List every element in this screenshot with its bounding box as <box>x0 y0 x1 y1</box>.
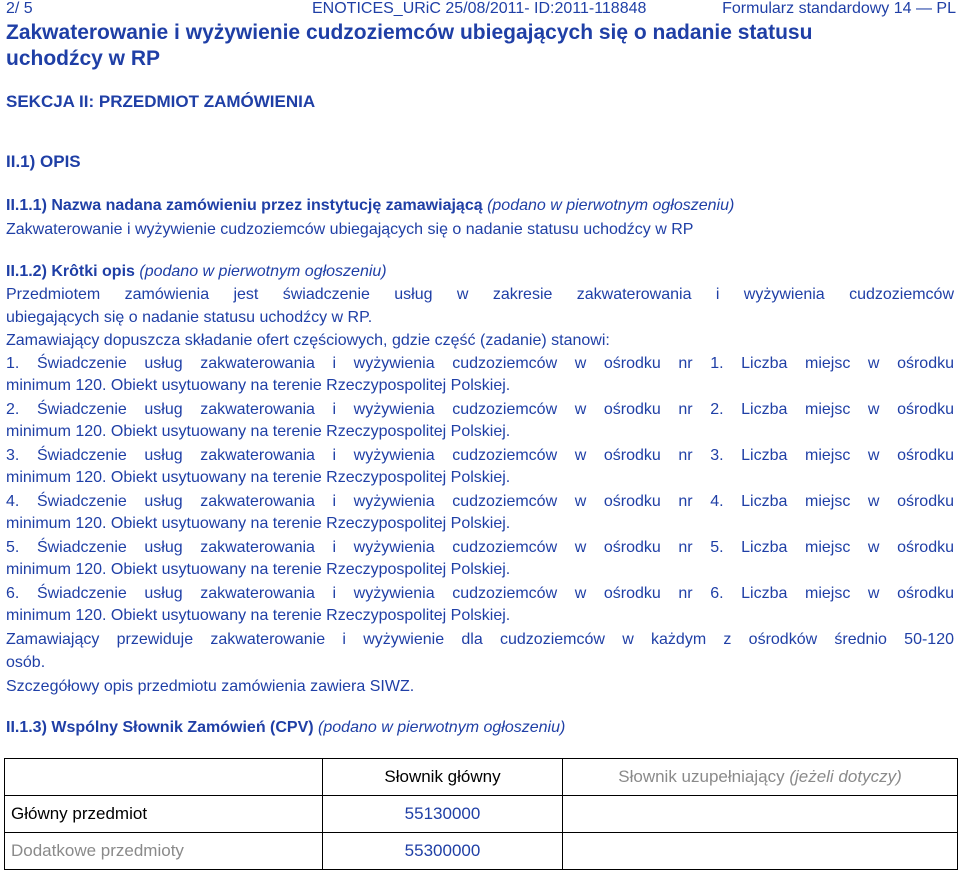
item-112-note: (podano w pierwotnym ogłoszeniu) <box>139 263 387 280</box>
average-capacity-line-1: Zamawiający przewiduje zakwaterowanie i wyżywienie dla cudzoziemców w każdym z ośrodków średnio 50-120 <box>6 631 954 648</box>
table-row <box>5 796 958 833</box>
cpv-header-supplementary-label: Słownik uzupełniający <box>618 767 785 786</box>
partial-offers-text: Zamawiający dopuszcza składanie ofert częściowych, gdzie część (zadanie) stanowi: <box>6 332 610 349</box>
table-row <box>5 759 958 796</box>
table-row <box>5 833 958 870</box>
cpv-additional-subjects-label: Dodatkowe przedmioty <box>5 833 323 870</box>
item-111-label: II.1.1) Nazwa nadana zamówieniu przez instytucję zamawiającą <box>6 197 483 214</box>
list-item-tail: minimum 120. Obiekt usytuowany na terenie Rzeczypospolitej Polskiej. <box>6 607 511 624</box>
list-item-tail: minimum 120. Obiekt usytuowany na terenie Rzeczypospolitej Polskiej. <box>6 561 511 578</box>
page-number: 2/ 5 <box>6 0 33 17</box>
document-id: ENOTICES_URiC 25/08/2011- ID:2011-118848 <box>312 0 647 17</box>
cpv-main-subject-label: Główny przedmiot <box>5 796 323 833</box>
list-item-tail: minimum 120. Obiekt usytuowany na terenie Rzeczypospolitej Polskiej. <box>6 515 511 532</box>
list-item: 3. Świadczenie usług zakwaterowania i wyżywienia cudzoziemców w ośrodku nr 3. Liczba miejsc w ośrodku <box>6 447 954 464</box>
title-line-2: uchodźcy w RP <box>6 47 161 70</box>
item-112-heading <box>6 262 387 282</box>
title-line-1: Zakwaterowanie i wyżywienie cudzoziemców ubiegających się o nadanie statusu <box>6 21 813 44</box>
list-item: 2. Świadczenie usług zakwaterowania i wyżywienia cudzoziemców w ośrodku nr 2. Liczba miejsc w ośrodku <box>6 401 954 418</box>
item-111-note: (podano w pierwotnym ogłoszeniu) <box>487 197 735 214</box>
cpv-header-main: Słownik główny <box>323 759 563 796</box>
list-item: 5. Świadczenie usług zakwaterowania i wyżywienia cudzoziemców w ośrodku nr 5. Liczba miejsc w ośrodku <box>6 539 954 556</box>
cpv-additional-subjects-supplementary <box>563 833 958 870</box>
section-heading: SEKCJA II: PRZEDMIOT ZAMÓWIENIA <box>6 92 316 111</box>
item-111-value: Zakwaterowanie i wyżywienie cudzoziemców ubiegających się o nadanie statusu uchodźcy w RP <box>6 221 694 238</box>
list-item: 1. Świadczenie usług zakwaterowania i wyżywienia cudzoziemców w ośrodku nr 1. Liczba miejsc w ośrodku <box>6 355 954 372</box>
cpv-main-subject-supplementary <box>563 796 958 833</box>
description-line-1: Przedmiotem zamówienia jest świadczenie usług w zakresie zakwaterowania i wyżywienia cudzoziemców <box>6 286 954 303</box>
document-title <box>6 20 812 72</box>
average-capacity-line-2: osób. <box>6 654 46 671</box>
item-111-heading <box>6 196 734 216</box>
cpv-empty-header-cell <box>5 759 323 796</box>
item-113-label: II.1.3) Wspólny Słownik Zamówień (CPV) <box>6 719 314 736</box>
list-item-tail: minimum 120. Obiekt usytuowany na terenie Rzeczypospolitej Polskiej. <box>6 469 511 486</box>
description-line-2: ubiegających się o nadanie statusu uchodźcy w RP. <box>6 309 373 326</box>
list-item-tail: minimum 120. Obiekt usytuowany na terenie Rzeczypospolitej Polskiej. <box>6 377 511 394</box>
list-item-tail: minimum 120. Obiekt usytuowany na terenie Rzeczypospolitej Polskiej. <box>6 423 511 440</box>
cpv-main-subject-code: 55130000 <box>323 796 563 833</box>
item-113-note: (podano w pierwotnym ogłoszeniu) <box>318 719 566 736</box>
list-item: 6. Świadczenie usług zakwaterowania i wyżywienia cudzoziemców w ośrodku nr 6. Liczba miejsc w ośrodku <box>6 585 954 602</box>
item-112-label: II.1.2) Krôtki opis <box>6 263 135 280</box>
item-113-heading <box>6 718 565 738</box>
cpv-header-supplementary-note: (jeżeli dotyczy) <box>789 767 902 786</box>
cpv-header-supplementary <box>563 759 958 796</box>
siwz-note: Szczegółowy opis przedmiotu zamówienia zawiera SIWZ. <box>6 678 415 695</box>
form-name: Formularz standardowy 14 — PL <box>722 0 956 17</box>
list-item: 4. Świadczenie usług zakwaterowania i wyżywienia cudzoziemców w ośrodku nr 4. Liczba miejsc w ośrodku <box>6 493 954 510</box>
cpv-table <box>4 758 958 870</box>
cpv-additional-subjects-code: 55300000 <box>323 833 563 870</box>
subsection-heading: II.1) OPIS <box>6 152 81 171</box>
